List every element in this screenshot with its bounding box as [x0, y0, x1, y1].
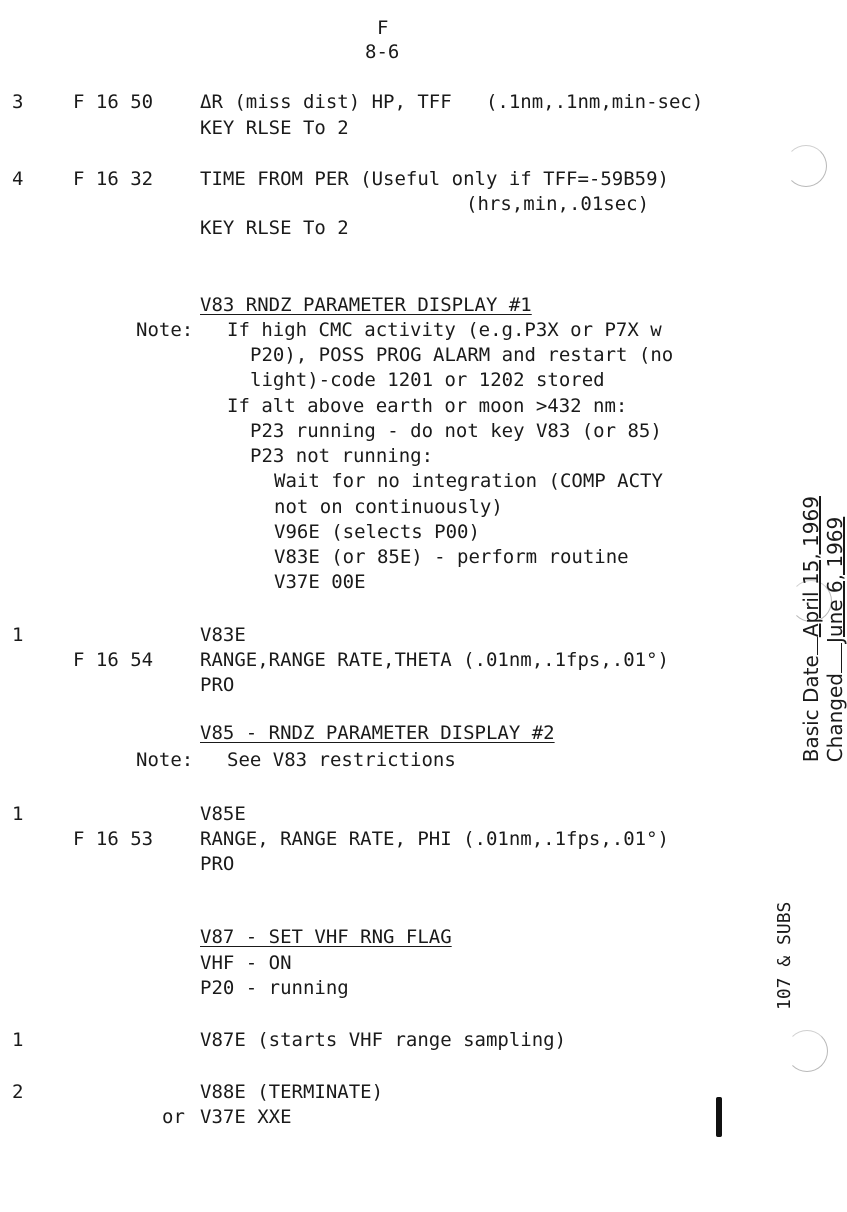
section-title: V87 - SET VHF RNG FLAG [200, 926, 452, 948]
note-line: light)-code 1201 or 1202 stored [250, 369, 605, 391]
pro-key: PRO [200, 674, 235, 696]
note-line: If alt above earth or moon >432 nm: [227, 395, 628, 417]
step-text: ΔR (miss dist) HP, TFF (.1nm,.1nm,min-sec) [200, 91, 704, 113]
step-number: 2 [12, 1081, 24, 1103]
step-number: 1 [12, 803, 24, 825]
entry: V83E [200, 624, 246, 646]
step-text: KEY RLSE To 2 [200, 217, 349, 239]
binder-hole [786, 1030, 828, 1072]
note-line: Wait for no integration (COMP ACTY [274, 470, 663, 492]
pro-key: PRO [200, 853, 235, 875]
step-number: 3 [12, 91, 24, 113]
note-line: If high CMC activity (e.g.P3X or P7X w [227, 319, 662, 341]
section-letter: F [377, 17, 389, 39]
step-text: (hrs,min,.01sec) [466, 193, 650, 215]
note-line: P23 running - do not key V83 (or 85) [250, 420, 662, 442]
step-number: 4 [12, 168, 24, 190]
display-code: F 16 53 [73, 828, 154, 850]
change-bar [716, 1097, 722, 1137]
display-code: F 16 50 [73, 91, 154, 113]
condition: P20 - running [200, 977, 349, 999]
changed-date [799, 517, 847, 775]
display-code: F 16 32 [73, 168, 154, 190]
binder-hole [785, 145, 827, 187]
step-number: 1 [12, 1029, 24, 1051]
display-text: RANGE,RANGE RATE,THETA (.01nm,.1fps,.01°) [200, 649, 669, 671]
note-line: not on continuously) [274, 496, 503, 518]
section-title: V83 RNDZ PARAMETER DISPLAY #1 [200, 294, 532, 316]
step-text: V88E (TERMINATE) [200, 1081, 384, 1103]
note-label: Note: [136, 319, 194, 341]
entry: V85E [200, 803, 246, 825]
display-code: F 16 54 [73, 649, 154, 671]
note-line: See V83 restrictions [227, 749, 456, 771]
changed-label: Changed [823, 673, 847, 763]
step-text: V87E (starts VHF range sampling) [200, 1029, 567, 1051]
step-number: 1 [12, 624, 24, 646]
or-label: or [162, 1106, 185, 1128]
step-text: TIME FROM PER (Useful only if TFF=-59B59) [200, 168, 669, 190]
note-line: V96E (selects P00) [274, 521, 480, 543]
condition: VHF - ON [200, 952, 292, 974]
display-text: RANGE, RANGE RATE, PHI (.01nm,.1fps,.01°) [200, 828, 669, 850]
note-label: Note: [136, 749, 194, 771]
note-line: P23 not running: [250, 445, 434, 467]
page-number: 8-6 [365, 41, 400, 63]
subs-label: 107 & SUBS [774, 901, 795, 1010]
changed-value: June 6, 1969 [823, 516, 847, 643]
note-line: V83E (or 85E) - perform routine [274, 546, 629, 568]
basic-date-label: Basic Date [799, 655, 823, 763]
step-text: V37E XXE [200, 1106, 292, 1128]
basic-date-value: April 15, 1969 [799, 496, 823, 638]
note-line: P20), POSS PROG ALARM and restart (no [250, 344, 674, 366]
section-title: V85 - RNDZ PARAMETER DISPLAY #2 [200, 722, 555, 744]
step-text: KEY RLSE To 2 [200, 117, 349, 139]
note-line: V37E 00E [274, 571, 366, 593]
